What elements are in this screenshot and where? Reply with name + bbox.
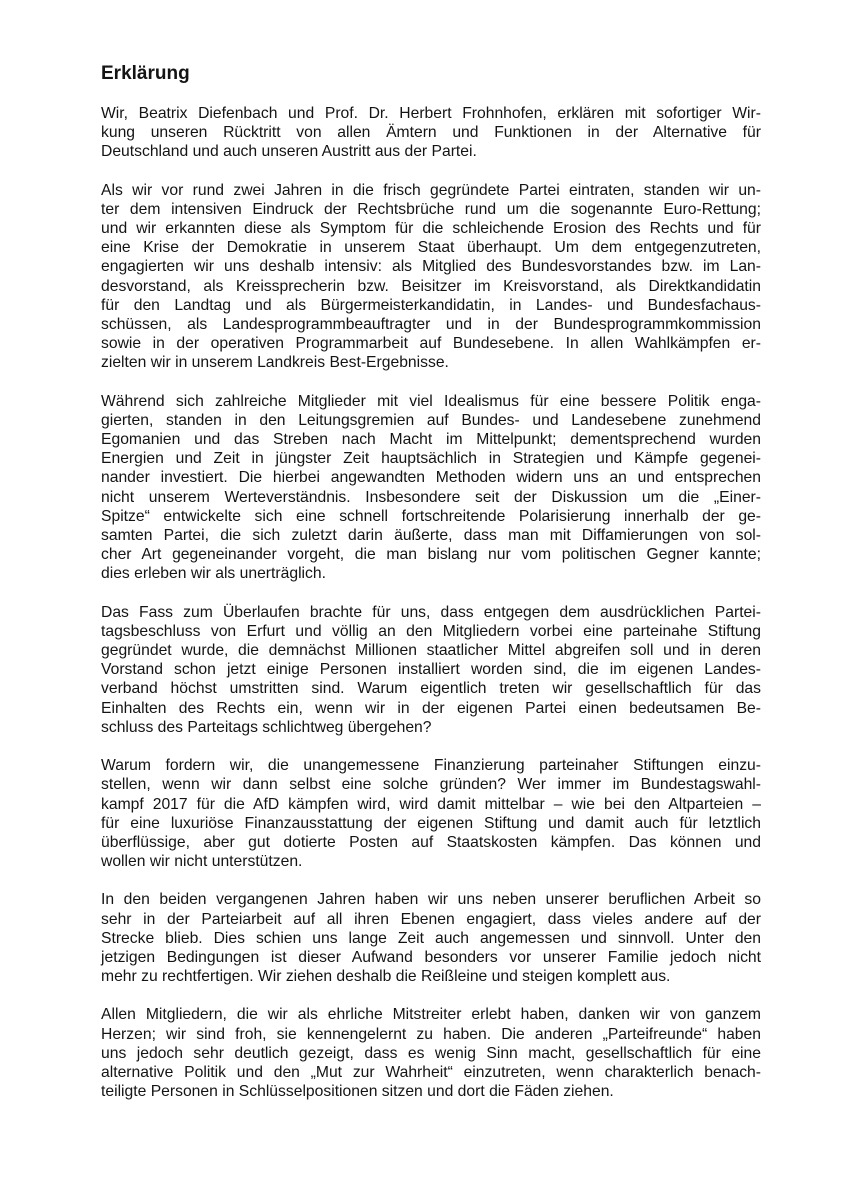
text-line: zielten wir in unserem Landkreis Best-Ergebnisse. <box>101 354 449 372</box>
paragraph <box>101 104 761 162</box>
text-line: wollen wir nicht unterstützen. <box>101 853 303 871</box>
text-line: In den beiden vergangenen Jahren haben wir uns neben unserer beruflichen Arbeit so <box>101 891 761 909</box>
text-line: sowie in der operativen Programmarbeit auf Bundesebene. In allen Wahlkämpfen er- <box>101 335 761 353</box>
text-line: dies erleben wir als unerträglich. <box>101 565 326 583</box>
text-line: eine Krise der Demokratie in unserem Staat überhaupt. Um dem entgegenzutreten, <box>101 239 761 257</box>
paragraph <box>101 1005 761 1101</box>
text-line: für eine luxuriöse Finanzausstattung der eigenen Stiftung und damit auch für letztlich <box>101 814 761 832</box>
document-page <box>101 62 761 1120</box>
text-line: Vorstand schon jetzt einige Personen installiert worden sind, die im eigenen Landes- <box>101 661 761 679</box>
text-line: nicht unserem Werteverständnis. Insbesondere seit der Diskussion um die „Einer- <box>101 488 761 506</box>
text-line: und wir erkannten diese als Symptom für die schleichende Erosion des Rechts und für <box>101 220 761 238</box>
text-line: uns jedoch sehr deutlich gezeigt, dass es wenig Sinn macht, gesellschaftlich für eine <box>101 1044 761 1062</box>
text-line: cher Art gegeneinander vorgeht, die man bislang nur vom politischen Gegner kannte; <box>101 546 761 564</box>
text-line: überflüssige, aber gut dotierte Posten auf Staatskosten kämpfen. Das können und <box>101 833 761 851</box>
text-line: ter dem intensiven Eindruck der Rechtsbrüche rund um die sogenannte Euro-Rettung; <box>101 200 761 218</box>
text-line: gegründet wurde, die demnächst Millionen staatlicher Mittel abgreifen soll und in deren <box>101 642 761 660</box>
text-line: Spitze“ entwickelte sich eine schnell fortschreitende Polarisierung innerhalb der ge- <box>101 507 761 525</box>
text-line: Das Fass zum Überlaufen brachte für uns, dass entgegen dem ausdrücklichen Partei- <box>101 603 761 621</box>
text-line: mehr zu rechtfertigen. Wir ziehen deshalb die Reißleine und steigen komplett aus. <box>101 968 671 986</box>
text-line: Energien und Zeit in jüngster Zeit hauptsächlich in Strategien und Kämpfe gegenei- <box>101 450 761 468</box>
text-line: Strecke blieb. Dies schien uns lange Zeit auch angemessen und sinnvoll. Unter den <box>101 929 761 947</box>
text-line: kampf 2017 für die AfD kämpfen wird, wird damit mittelbar – wie bei den Altparteien – <box>101 795 761 813</box>
text-line: nander investiert. Die hierbei angewandten Methoden widern uns an und entsprechen <box>101 469 761 487</box>
text-line: samten Partei, die sich zuletzt darin äußerte, dass man mit Diffamierungen von sol- <box>101 527 761 545</box>
paragraph <box>101 756 761 871</box>
text-line: verband höchst umstritten sind. Warum eigentlich treten wir gesellschaftlich für das <box>101 680 761 698</box>
text-line: Allen Mitgliedern, die wir als ehrliche Mitstreiter erlebt haben, danken wir von ganzem <box>101 1006 761 1024</box>
paragraph <box>101 181 761 373</box>
text-line: teiligte Personen in Schlüsselpositionen sitzen und dort die Fäden ziehen. <box>101 1083 614 1101</box>
text-line: für den Landtag und als Bürgermeisterkandidatin, in Landes- und Bundesfachaus- <box>101 296 761 314</box>
text-line: Wir, Beatrix Diefenbach und Prof. Dr. Herbert Frohnhofen, erklären mit sofortiger Wir- <box>101 105 761 122</box>
text-line: engagierten wir uns deshalb intensiv: als Mitglied des Bundesvorstandes bzw. im Lan- <box>101 258 761 276</box>
text-line: schüssen, als Landesprogrammbeauftragter und in der Bundesprogrammkommission <box>101 316 761 334</box>
text-line: tagsbeschluss von Erfurt und völlig an den Mitgliedern vorbei eine parteinahe Stiftung <box>101 622 761 640</box>
text-line: Egomanien und das Streben nach Macht im Mittelpunkt; dementsprechend wurden <box>101 431 761 449</box>
text-line: schluss des Parteitags schlichtweg übergehen? <box>101 718 432 736</box>
document-title: Erklärung <box>101 63 190 84</box>
paragraph <box>101 603 761 737</box>
paragraph <box>101 392 761 584</box>
text-line: alternative Politik und den „Mut zur Wahrheit“ einzutreten, wenn charakterlich benach- <box>101 1063 761 1081</box>
document-body <box>101 104 761 1101</box>
text-line: Warum fordern wir, die unangemessene Finanzierung parteinaher Stiftungen einzu- <box>101 757 761 775</box>
text-line: desvorstand, als Kreissprecherin bzw. Beisitzer im Kreisvorstand, als Direktkandidatin <box>101 277 761 295</box>
text-line: sehr in der Parteiarbeit auf all ihren Ebenen engagiert, dass vieles andere auf der <box>101 910 761 928</box>
text-line: Als wir vor rund zwei Jahren in die frisch gegründete Partei eintraten, standen wir un- <box>101 181 761 199</box>
text-line: Einhalten des Rechts ein, wenn wir in der eigenen Partei einen bedeutsamen Be- <box>101 699 761 717</box>
text-line: stellen, wenn wir dann selbst eine solche gründen? Wer immer im Bundestagswahl- <box>101 776 761 794</box>
text-line: kung unseren Rücktritt von allen Ämtern und Funktionen in der Alternative für <box>101 124 761 142</box>
text-line: Herzen; wir sind froh, sie kennengelernt zu haben. Die anderen „Parteifreunde“ haben <box>101 1025 761 1043</box>
text-line: Während sich zahlreiche Mitglieder mit viel Idealismus für eine bessere Politik enga- <box>101 392 761 410</box>
text-line: Deutschland und auch unseren Austritt aus der Partei. <box>101 143 477 161</box>
paragraph <box>101 890 761 986</box>
text-line: gierten, standen in den Leitungsgremien auf Bundes- und Landesebene zunehmend <box>101 411 761 429</box>
text-line: jetzigen Bedingungen ist dieser Aufwand besonders vor unserer Familie jedoch nicht <box>101 948 761 966</box>
